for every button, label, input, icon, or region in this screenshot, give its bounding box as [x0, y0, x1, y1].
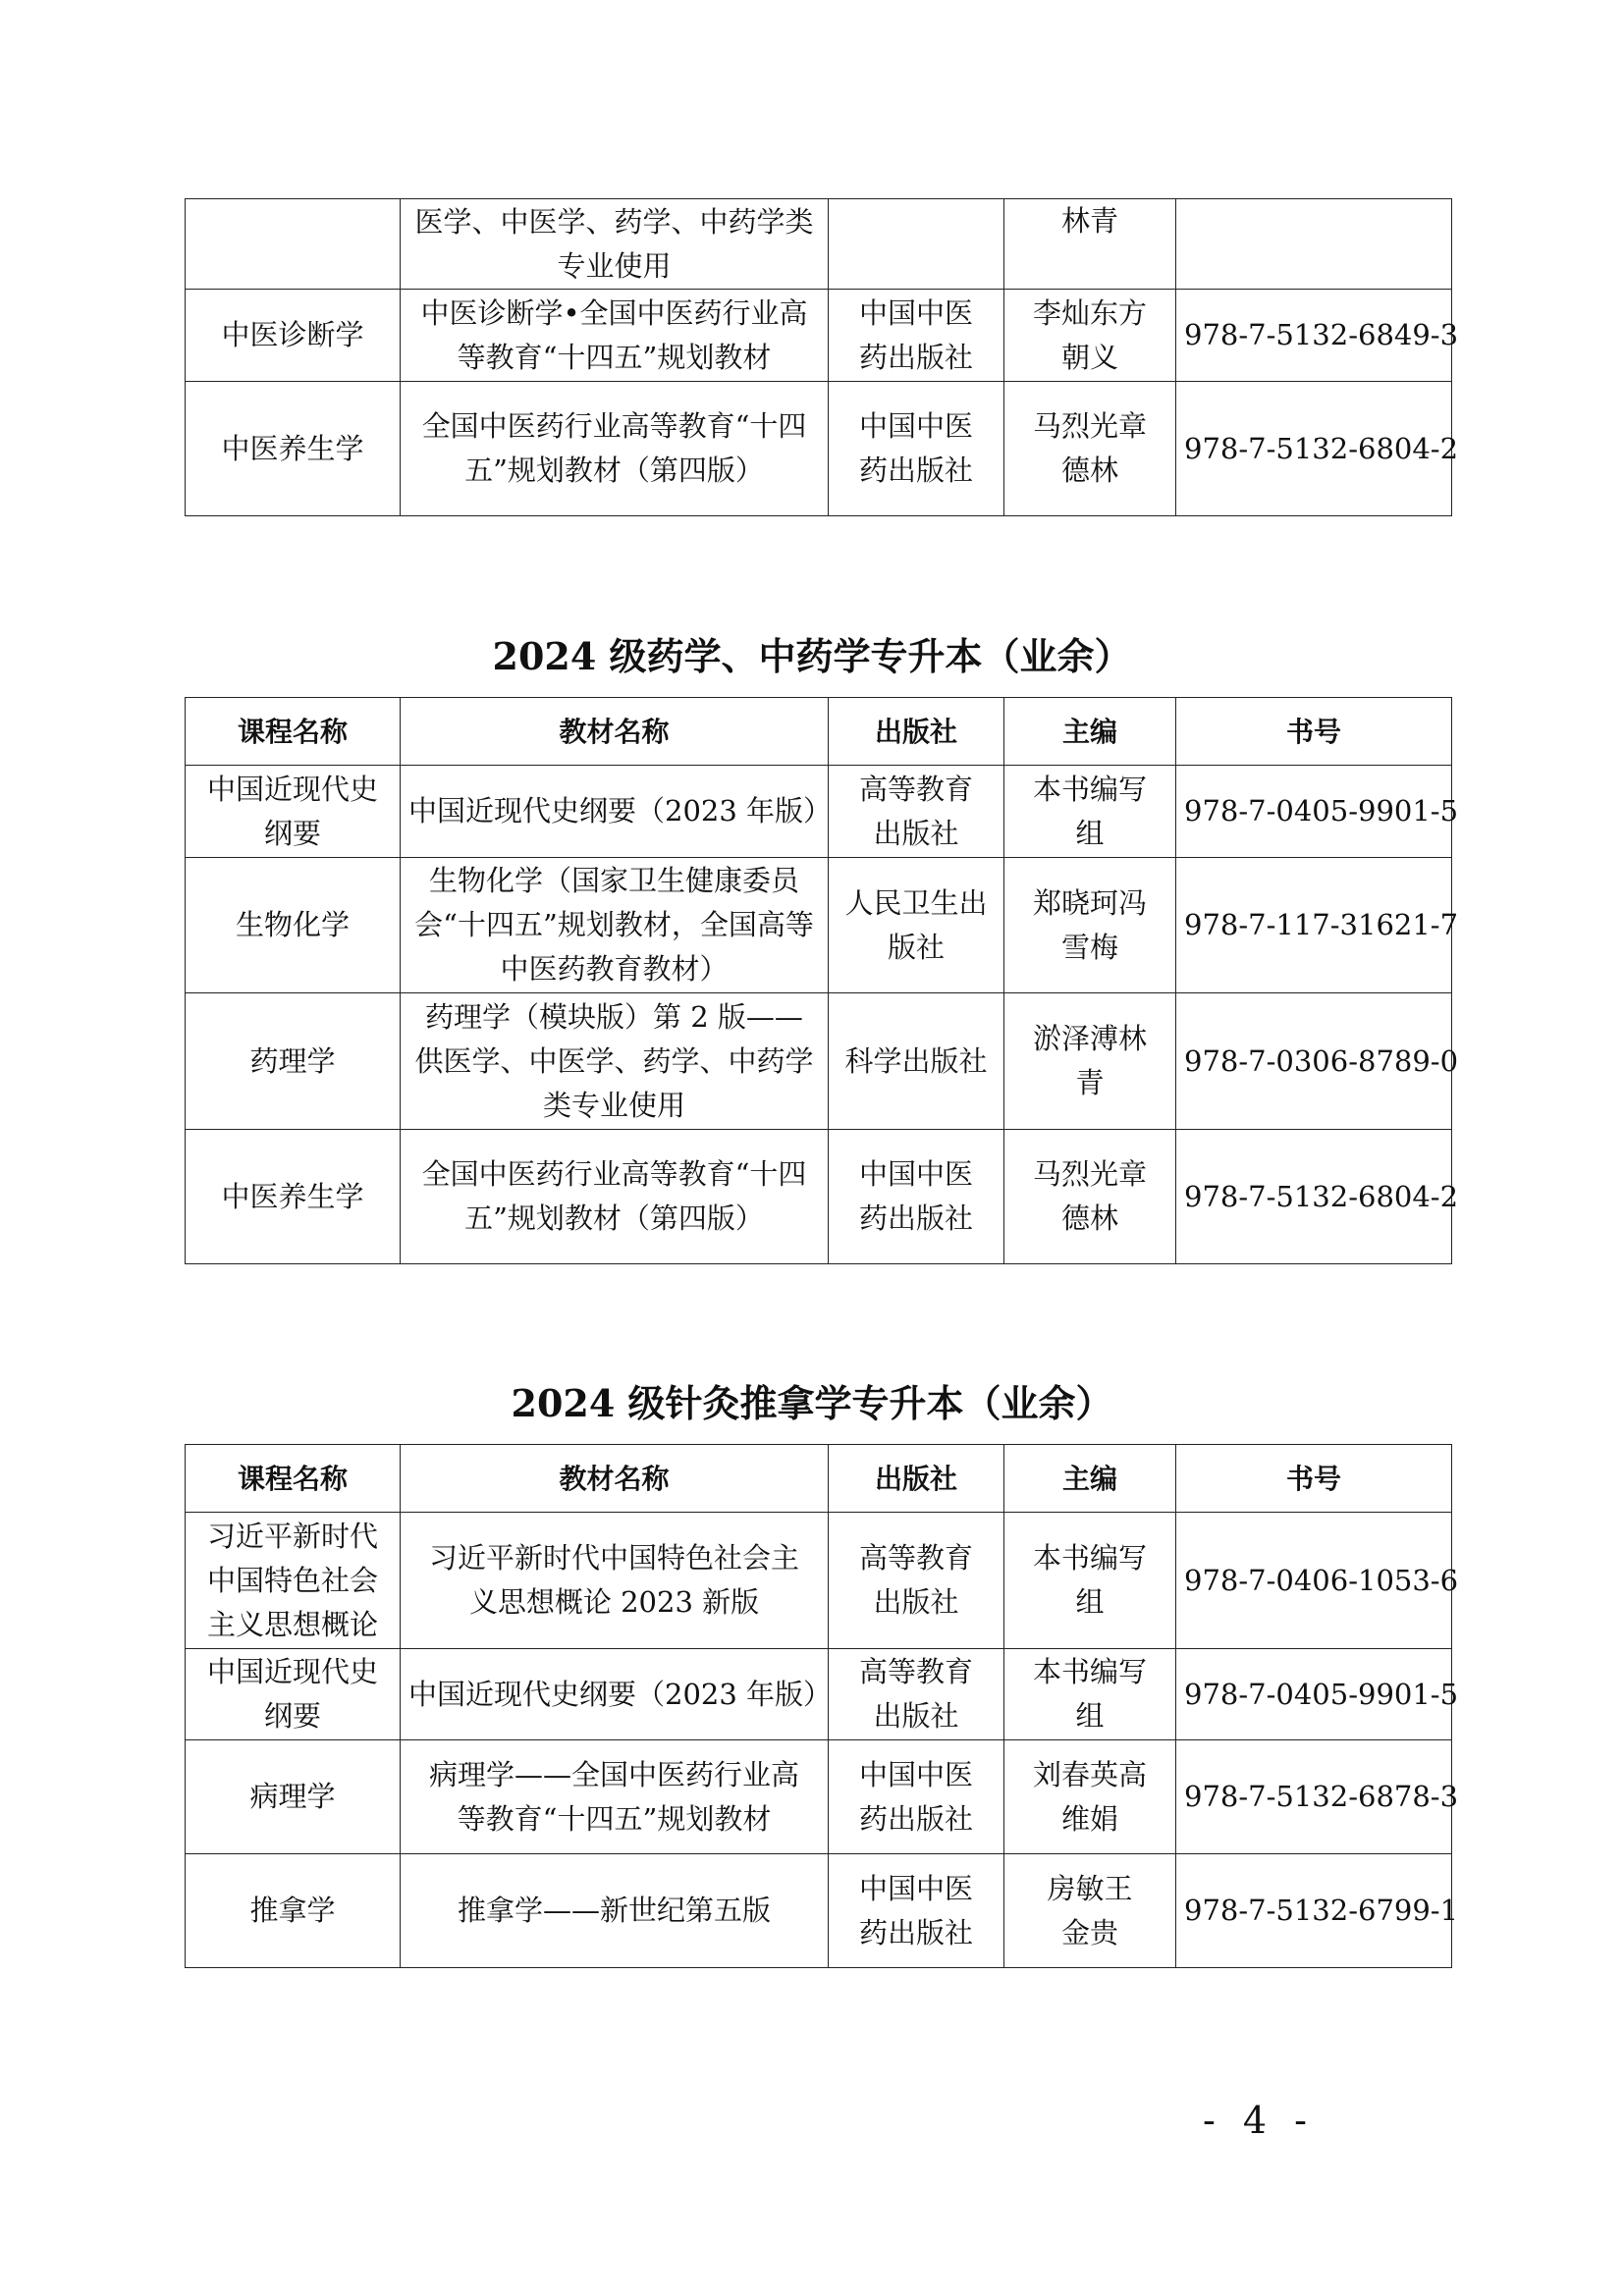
isbn-cell: 978-7-5132-6849-3 [1176, 290, 1452, 382]
isbn-cell: 978-7-5132-6804-2 [1176, 1130, 1452, 1264]
textbook-cell: 医学、中医学、药学、中药学类专业使用 [401, 199, 829, 290]
textbook-table-continued [185, 198, 1459, 516]
header-course: 课程名称 [186, 1445, 401, 1513]
isbn-cell: 978-7-0405-9901-5 [1176, 1649, 1452, 1740]
editor-cell: 房敏王金贵 [1004, 1854, 1176, 1968]
isbn-cell: 978-7-0406-1053-6 [1176, 1513, 1452, 1649]
course-cell: 中国近现代史纲要 [186, 1649, 401, 1740]
textbook-cell: 中国近现代史纲要（2023 年版） [401, 766, 829, 858]
editor-cell: 淤泽溥林青 [1004, 993, 1176, 1130]
table-row [186, 858, 1452, 993]
isbn-cell [1176, 199, 1452, 290]
textbook-table-pharmacy [185, 697, 1459, 1264]
isbn-cell: 978-7-5132-6878-3 [1176, 1740, 1452, 1854]
table-header-row [186, 698, 1452, 766]
editor-cell: 刘春英高维娟 [1004, 1740, 1176, 1854]
table-row [186, 290, 1452, 382]
textbook-cell: 生物化学（国家卫生健康委员会“十四五”规划教材，全国高等中医药教育教材） [401, 858, 829, 993]
table-row [186, 993, 1452, 1130]
table-row [186, 1513, 1452, 1649]
header-publisher: 出版社 [829, 1445, 1004, 1513]
isbn-cell: 978-7-5132-6804-2 [1176, 382, 1452, 516]
header-editor: 主编 [1004, 1445, 1176, 1513]
textbook-cell: 中国近现代史纲要（2023 年版） [401, 1649, 829, 1740]
header-isbn: 书号 [1176, 1445, 1452, 1513]
textbook-cell: 中医诊断学•全国中医药行业高等教育“十四五”规划教材 [401, 290, 829, 382]
textbook-cell: 药理学（模块版）第 2 版——供医学、中医学、药学、中药学类专业使用 [401, 993, 829, 1130]
course-cell: 推拿学 [186, 1854, 401, 1968]
table-row [186, 1854, 1452, 1968]
course-cell: 药理学 [186, 993, 401, 1130]
publisher-cell: 高等教育出版社 [829, 1513, 1004, 1649]
section-title-acupuncture: 2024 级针灸推拿学专升本（业余） [511, 1381, 1113, 1425]
publisher-cell: 人民卫生出版社 [829, 858, 1004, 993]
publisher-cell: 中国中医药出版社 [829, 1740, 1004, 1854]
textbook-cell: 病理学——全国中医药行业高等教育“十四五”规划教材 [401, 1740, 829, 1854]
publisher-cell: 科学出版社 [829, 993, 1004, 1130]
header-course: 课程名称 [186, 698, 401, 766]
table-row [186, 1130, 1452, 1264]
isbn-cell: 978-7-117-31621-7 [1176, 858, 1452, 993]
textbook-cell: 习近平新时代中国特色社会主义思想概论 2023 新版 [401, 1513, 829, 1649]
publisher-cell: 高等教育出版社 [829, 1649, 1004, 1740]
publisher-cell: 中国中医药出版社 [829, 290, 1004, 382]
publisher-cell: 高等教育出版社 [829, 766, 1004, 858]
editor-cell: 马烈光章德林 [1004, 1130, 1176, 1264]
table-row [186, 1649, 1452, 1740]
table-row [186, 382, 1452, 516]
table-row [186, 199, 1452, 290]
editor-cell: 李灿东方朝义 [1004, 290, 1176, 382]
publisher-cell: 中国中医药出版社 [829, 1854, 1004, 1968]
textbook-table-acupuncture [185, 1444, 1459, 1968]
header-textbook: 教材名称 [401, 698, 829, 766]
editor-cell: 本书编写组 [1004, 766, 1176, 858]
course-cell: 病理学 [186, 1740, 401, 1854]
table-row [186, 766, 1452, 858]
course-cell: 中医养生学 [186, 382, 401, 516]
editor-cell: 郑晓珂冯雪梅 [1004, 858, 1176, 993]
course-cell: 中国近现代史纲要 [186, 766, 401, 858]
table-row [186, 1740, 1452, 1854]
header-isbn: 书号 [1176, 698, 1452, 766]
textbook-cell: 全国中医药行业高等教育“十四五”规划教材（第四版） [401, 382, 829, 516]
publisher-cell: 中国中医药出版社 [829, 1130, 1004, 1264]
table-header-row [186, 1445, 1452, 1513]
textbook-cell: 全国中医药行业高等教育“十四五”规划教材（第四版） [401, 1130, 829, 1264]
header-publisher: 出版社 [829, 698, 1004, 766]
course-cell: 习近平新时代中国特色社会主义思想概论 [186, 1513, 401, 1649]
editor-cell: 本书编写组 [1004, 1513, 1176, 1649]
isbn-cell: 978-7-0405-9901-5 [1176, 766, 1452, 858]
isbn-cell: 978-7-5132-6799-1 [1176, 1854, 1452, 1968]
editor-cell: 林青 [1004, 199, 1176, 290]
page-number: - 4 - [1203, 2099, 1316, 2142]
course-cell [186, 199, 401, 290]
header-textbook: 教材名称 [401, 1445, 829, 1513]
course-cell: 生物化学 [186, 858, 401, 993]
course-cell: 中医养生学 [186, 1130, 401, 1264]
publisher-cell: 中国中医药出版社 [829, 382, 1004, 516]
section-title-pharmacy: 2024 级药学、中药学专升本（业余） [492, 634, 1132, 678]
publisher-cell [829, 199, 1004, 290]
course-cell: 中医诊断学 [186, 290, 401, 382]
textbook-cell: 推拿学——新世纪第五版 [401, 1854, 829, 1968]
editor-cell: 马烈光章德林 [1004, 382, 1176, 516]
header-editor: 主编 [1004, 698, 1176, 766]
editor-cell: 本书编写组 [1004, 1649, 1176, 1740]
isbn-cell: 978-7-0306-8789-0 [1176, 993, 1452, 1130]
